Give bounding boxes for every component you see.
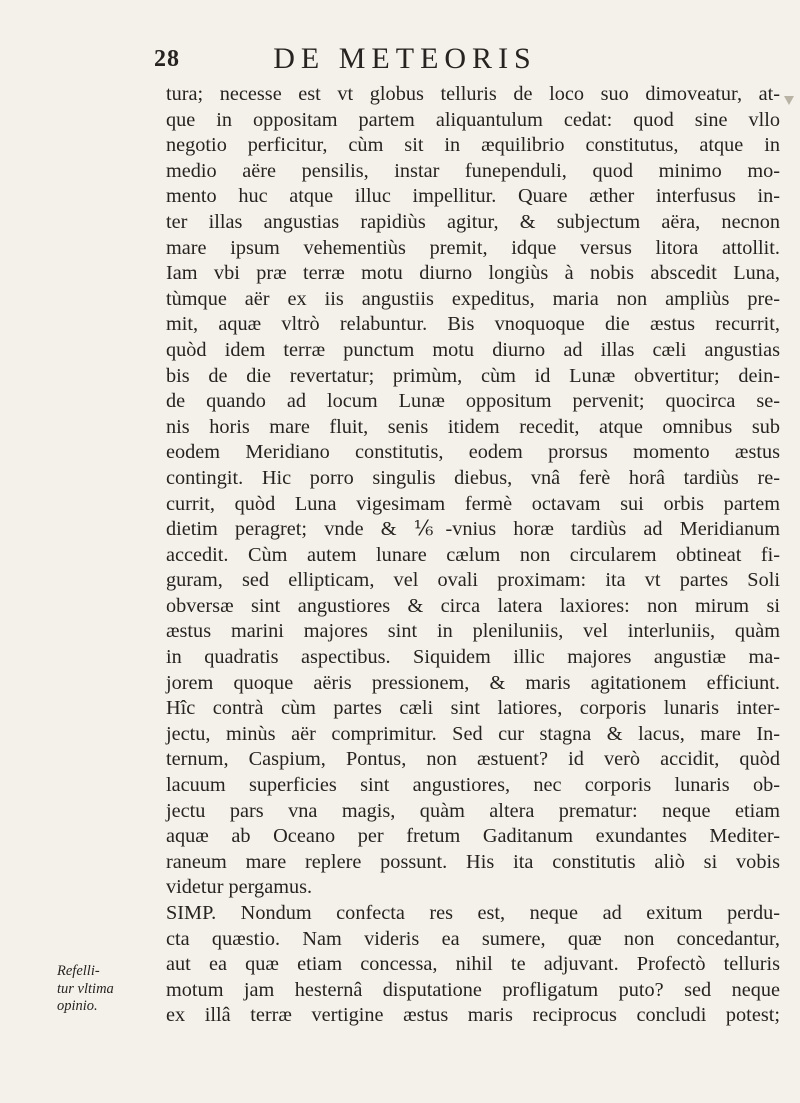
text-line: tura; necesse est vt globus telluris de loco suo dimoveatur, at-	[166, 83, 780, 105]
text-line: raneum mare replere possunt. His ita constitutis aliò si vobis	[166, 850, 780, 873]
text-line: dietim peragret; vnde & ⅙-vnius horæ tardiùs ad Meridianum	[166, 518, 780, 541]
text-line: jorem quoque aëris pressionem, & maris agitationem efficiunt.	[166, 671, 780, 694]
text-line: eodem Meridiano constitutis, eodem prorsus momento æstus	[166, 441, 780, 464]
text-line: mento huc atque illuc impellitur. Quare æther interfusus in-	[166, 185, 780, 208]
text-line: obversæ sint angustiores & circa latera laxiores: non mirum si	[166, 594, 780, 617]
text-line: nis horis mare fluit, senis itidem recedit, atque omnibus sub	[166, 415, 780, 438]
text-line: jectu pars vna magis, quàm altera prematur: neque etiam	[166, 799, 780, 822]
text-line: æstus marini majores sint in pleniluniis, vel interluniis, quàm	[166, 620, 780, 643]
page-number: 28	[154, 46, 180, 72]
text-line: SIMP. Nondum confecta res est, neque ad exitum perdu-	[166, 902, 780, 924]
text-line: ex illâ terræ vertigine æstus maris reciprocus concludi potest;	[166, 1004, 780, 1027]
text-line: bis de die revertatur; primùm, cùm id Lunæ obvertitur; dein-	[166, 364, 780, 387]
text-line: guram, sed ellipticam, vel ovali proximam: ita vt partes Soli	[166, 569, 780, 592]
text-line: tùmque aër ex iis angustiis expeditus, maria non ampliùs pre-	[166, 287, 780, 310]
marginal-note	[57, 963, 127, 1016]
text-line: jectu, minùs aër comprimitur. Sed cur stagna & lacus, mare In-	[166, 722, 780, 745]
text-line: medio aëre pensilis, instar funependuli, quod minimo mo-	[166, 159, 780, 182]
marginal-note-line: tur vltima	[57, 980, 114, 997]
marginal-note-line: Refelli-	[57, 963, 100, 979]
text-line: lacuum superficies sint angustiores, nec corporis lunaris ob-	[166, 774, 780, 797]
text-line: accedit. Cùm autem lunare cælum non circularem obtineat fi-	[166, 543, 780, 566]
text-line: mare ipsum vehementiùs premit, idque versus litora attollit.	[166, 236, 780, 259]
text-line: Hîc contrà cùm partes cæli sint latiores, corporis lunaris inter-	[166, 697, 780, 720]
body-text	[166, 82, 780, 1029]
text-line: que in oppositam partem aliquantulum cedat: quod sine vllo	[166, 108, 780, 131]
text-line: quòd idem terræ punctum motu diurno ad illas cæli angustias	[166, 338, 780, 361]
text-line: aquæ ab Oceano per fretum Gaditanum exundantes Mediter-	[166, 825, 780, 848]
text-line: aut ea quæ etiam concessa, nihil te adjuvant. Profectò telluris	[166, 953, 780, 976]
text-line: de quando ad locum Lunæ oppositum pervenit; quocirca se-	[166, 390, 780, 413]
text-line: negotio perficitur, cùm sit in æquilibrio constitutus, atque in	[166, 134, 780, 157]
text-line: ternum, Caspium, Pontus, non æstuent? id verò accidit, quòd	[166, 748, 780, 771]
marginal-note-line: opinio.	[57, 998, 98, 1014]
running-head: DE METEORIS	[273, 42, 537, 75]
text-line: ter illas angustias rapidiùs agitur, & subjectum aëra, necnon	[166, 210, 780, 233]
text-line: in quadratis aspectibus. Siquidem illic majores angustiæ ma-	[166, 646, 780, 669]
text-line: cta quæstio. Nam videris ea sumere, quæ non concedantur,	[166, 927, 780, 950]
text-line: videtur pergamus.	[166, 876, 313, 899]
text-line: mit, aquæ vltrò relabuntur. Bis vnoquoque die æstus recurrit,	[166, 313, 780, 336]
text-line: currit, quòd Luna vigesimam fermè octavam sui orbis partem	[166, 492, 780, 515]
page-header	[0, 42, 800, 82]
text-line: contingit. Hic porro singulis diebus, vnâ ferè horâ tardiùs re-	[166, 466, 780, 489]
page-fold-mark	[784, 96, 794, 105]
text-line: Iam vbi præ terræ motu diurno longiùs à nobis abscedit Luna,	[166, 262, 780, 285]
text-line: motum jam hesternâ disputatione profligatum puto? sed neque	[166, 978, 780, 1001]
